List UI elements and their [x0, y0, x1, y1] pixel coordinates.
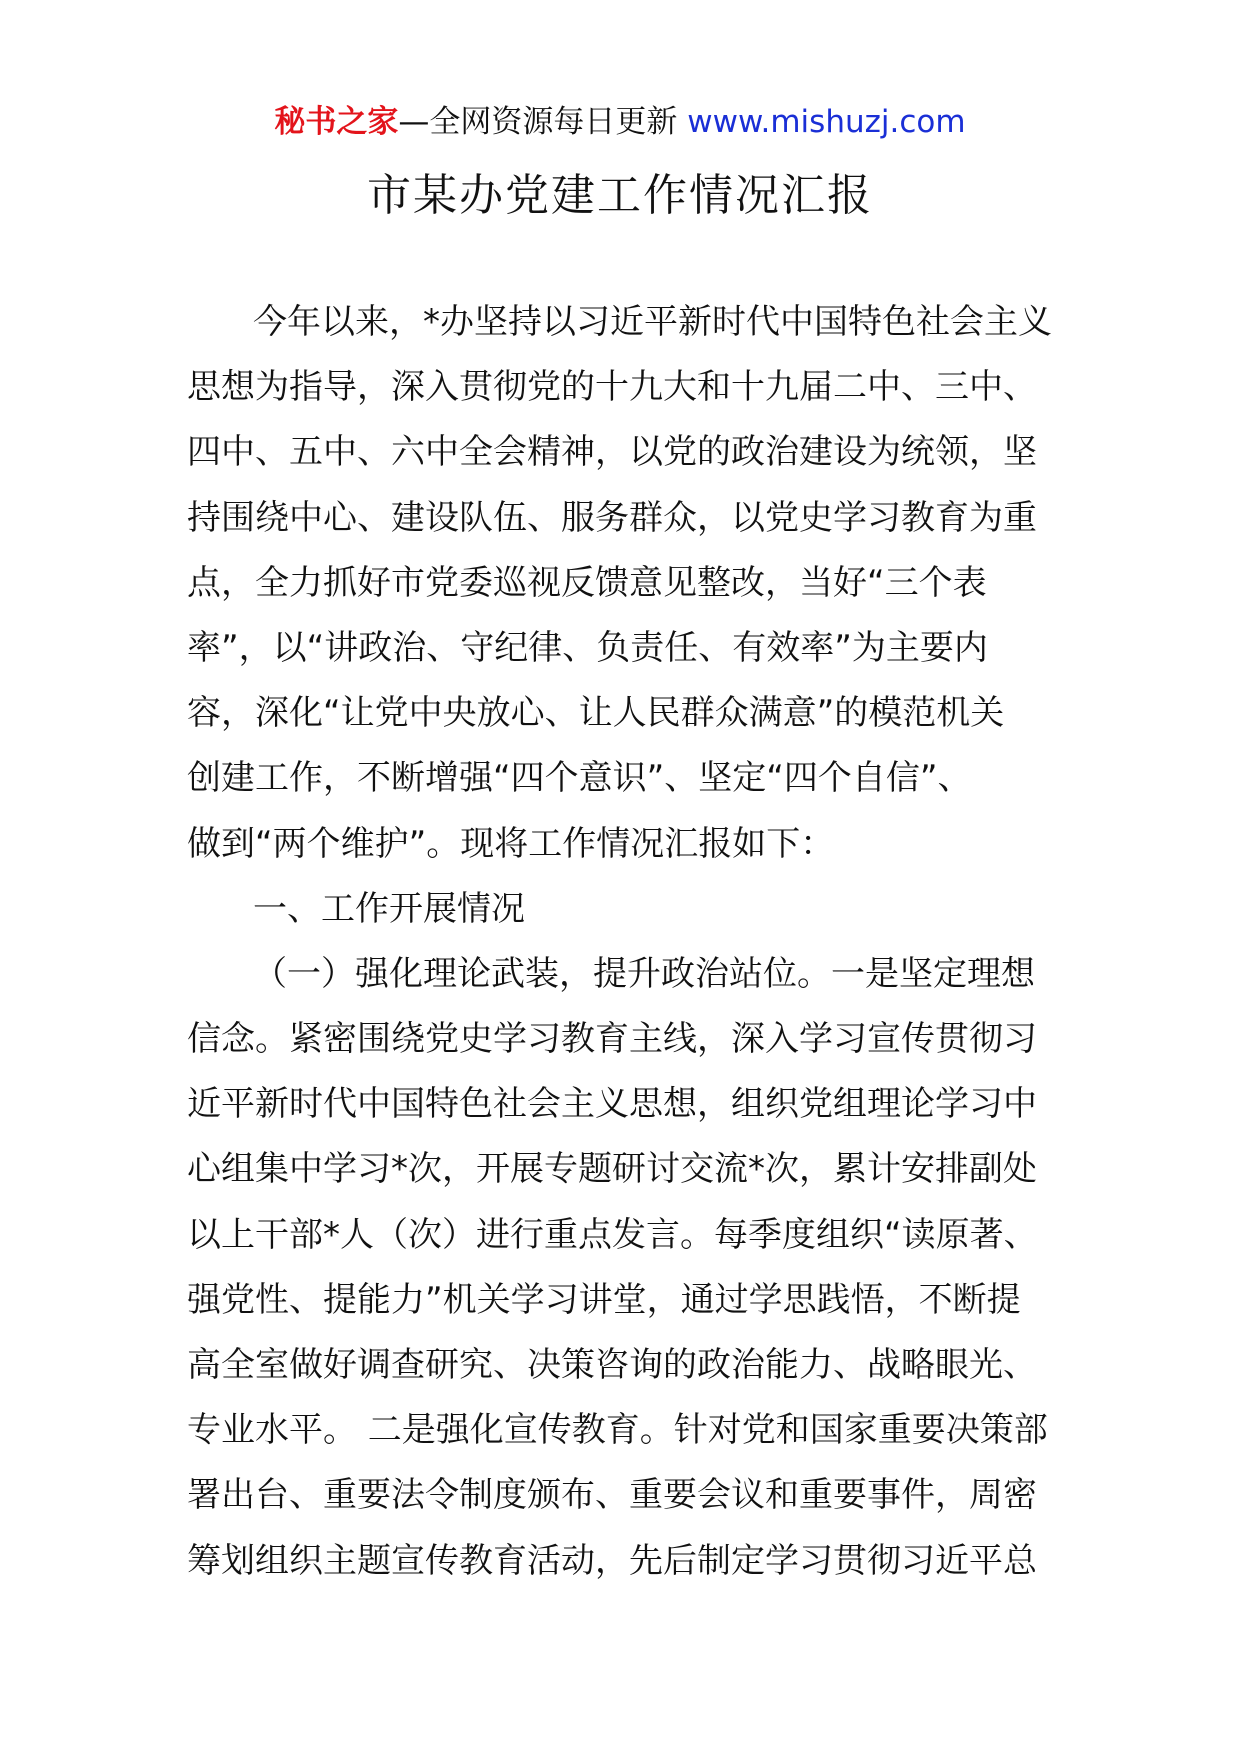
header-tagline: —全网资源每日更新 — [398, 104, 688, 140]
paragraph-line: 做到“两个维护”。现将工作情况汇报如下： — [187, 823, 835, 864]
paragraph-line: 高全室做好调查研究、决策咨询的政治能力、战略眼光、 — [187, 1345, 1037, 1385]
paragraph-line: 以上干部*人（次）进行重点发言。每季度组织“读原著、 — [187, 1214, 1038, 1255]
site-header — [0, 100, 1240, 144]
paragraph-line: 筹划组织主题宣传教育活动，先后制定学习贯彻习近平总 — [187, 1540, 1037, 1581]
section-heading: 一、工作开展情况 — [253, 888, 525, 929]
paragraph-line: 近平新时代中国特色社会主义思想，组织党组理论学习中 — [187, 1084, 1037, 1125]
paragraph-line: 强党性、提能力”机关学习讲堂，通过学思践悟，不断提 — [187, 1279, 1021, 1320]
paragraph-line: 点，全力抓好市党委巡视反馈意见整改，当好“三个表 — [187, 562, 987, 603]
site-url-link[interactable]: www.mishuzj.com — [687, 104, 966, 140]
paragraph-line: 创建工作，不断增强“四个意识”、坚定“四个自信”、 — [187, 758, 972, 799]
paragraph-line: 署出台、重要法令制度颁布、重要会议和重要事件，周密 — [187, 1475, 1037, 1516]
paragraph-line: 信念。紧密围绕党史学习教育主线，深入学习宣传贯彻习 — [187, 1019, 1037, 1060]
paragraph-line: 思想为指导，深入贯彻党的十九大和十九届二中、三中、 — [187, 367, 1037, 408]
paragraph-line: 四中、五中、六中全会精神，以党的政治建设为统领，坚 — [187, 432, 1037, 473]
document-body — [187, 290, 1057, 1594]
paragraph-line: 今年以来，*办坚持以习近平新时代中国特色社会主义 — [253, 302, 1052, 342]
paragraph-line: （一）强化理论武装，提升政治站位。一是坚定理想 — [253, 953, 1035, 994]
paragraph-line: 专业水平。 二是强化宣传教育。针对党和国家重要决策部 — [187, 1410, 1048, 1451]
paragraph-line: 心组集中学习*次，开展专题研讨交流*次，累计安排副处 — [187, 1149, 1037, 1190]
brand-name: 秘书之家 — [274, 104, 399, 140]
paragraph-line: 容，深化“让党中央放心、让人民群众满意”的模范机关 — [187, 693, 1005, 734]
paragraph-line: 持围绕中心、建设队伍、服务群众，以党史学习教育为重 — [187, 497, 1037, 538]
document-title: 市某办党建工作情况汇报 — [367, 170, 873, 221]
paragraph-line: 率”，以“讲政治、守纪律、负责任、有效率”为主要内 — [187, 627, 988, 668]
